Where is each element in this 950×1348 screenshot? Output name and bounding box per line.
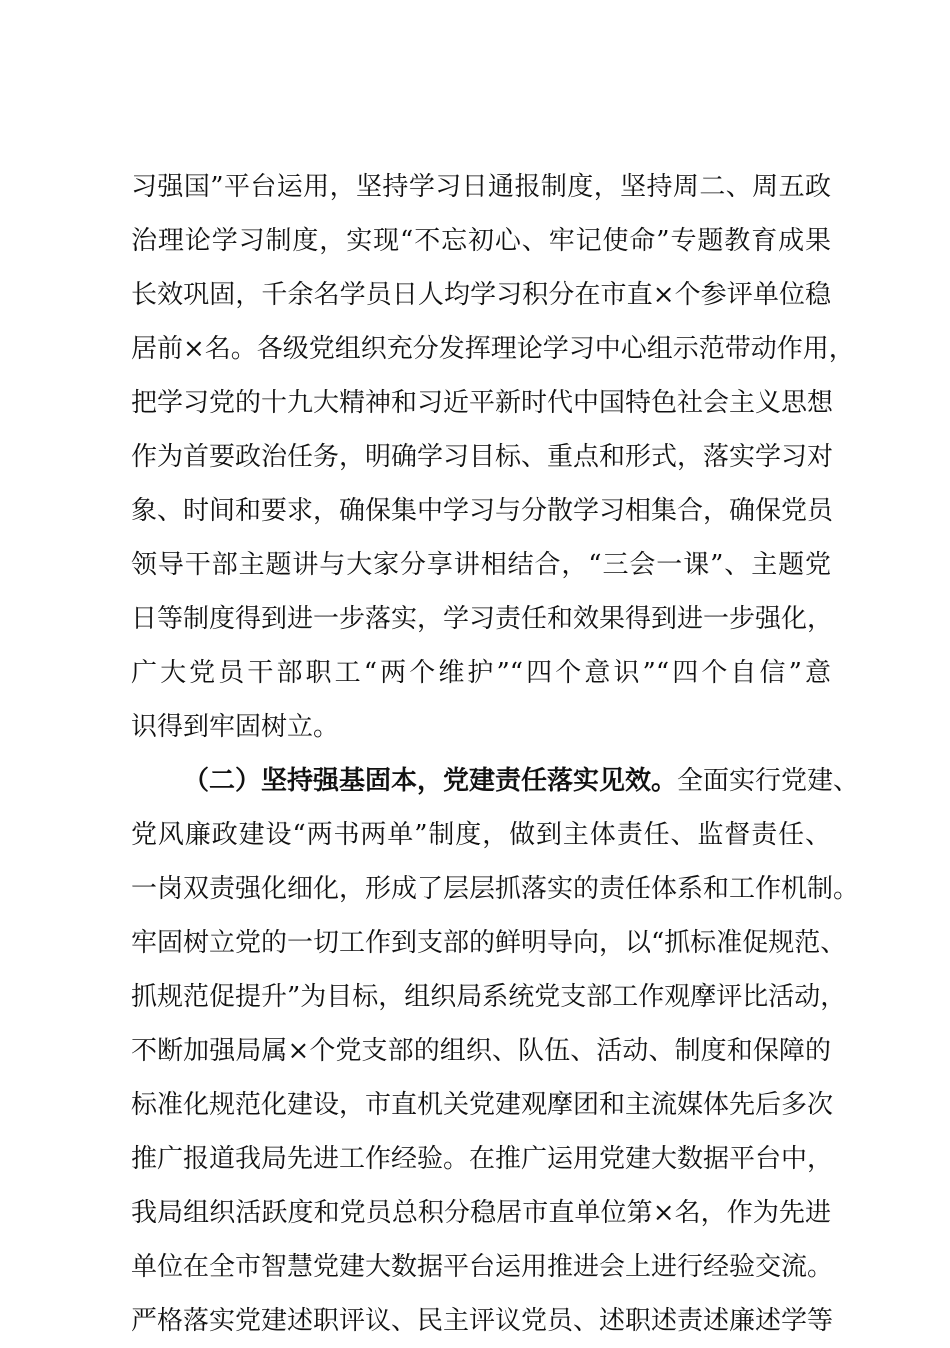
paragraph-first-line bbox=[131, 754, 860, 808]
text-line: 抓规范促提升”为目标，组织局系统党支部工作观摩评比活动， bbox=[131, 982, 847, 1012]
text-line: 长效巩固，千余名学员日人均学习积分在市直×个参评单位稳 bbox=[131, 280, 831, 310]
text-line: 习强国”平台运用，坚持学习日通报制度，坚持周二、周五政 bbox=[131, 172, 831, 202]
text-line: 推广报道我局先进工作经验。在推广运用党建大数据平台中， bbox=[131, 1144, 834, 1174]
text-line: 一岗双责强化细化，形成了层层抓落实的责任体系和工作机制。 bbox=[131, 874, 860, 904]
text-line: 不断加强局属×个党支部的组织、队伍、活动、制度和保障的 bbox=[131, 1036, 831, 1066]
text-line: 日等制度得到进一步落实，学习责任和效果得到进一步强化， bbox=[131, 604, 834, 634]
text-line: 严格落实党建述职评议、民主评议党员、述职述责述廉述学等 bbox=[131, 1306, 834, 1336]
text-line: 识得到牢固树立。 bbox=[131, 712, 340, 742]
section-heading: （二）坚持强基固本，党建责任落实见效。 bbox=[183, 766, 678, 796]
text-line: 领导干部主题讲与大家分享讲相结合，“三会一课”、主题党 bbox=[131, 550, 831, 580]
text-line: 广大党员干部职工“两个维护”“四个意识”“四个自信”意 bbox=[131, 658, 831, 688]
document-body bbox=[131, 160, 860, 1348]
text-line: 我局组织活跃度和党员总积分稳居市直单位第×名，作为先进 bbox=[131, 1198, 831, 1228]
paragraph-theory-study bbox=[131, 160, 855, 754]
text-line: 居前×名。各级党组织充分发挥理论学习中心组示范带动作用， bbox=[131, 334, 855, 364]
text-line: 作为首要政治任务，明确学习目标、重点和形式，落实学习对 bbox=[131, 442, 834, 472]
text-line: 把学习党的十九大精神和习近平新时代中国特色社会主义思想 bbox=[131, 388, 834, 418]
text-run: 全面实行党建、 bbox=[677, 766, 860, 796]
text-line: 治理论学习制度，实现“不忘初心、牢记使命”专题教育成果 bbox=[131, 226, 831, 256]
text-line: 党风廉政建设“两书两单”制度，做到主体责任、监督责任、 bbox=[131, 820, 831, 850]
text-line: 牢固树立党的一切工作到支部的鲜明导向，以“抓标准促规范、 bbox=[131, 928, 847, 958]
text-line: 标准化规范化建设，市直机关党建观摩团和主流媒体先后多次 bbox=[131, 1090, 834, 1120]
text-line: 单位在全市智慧党建大数据平台运用推进会上进行经验交流。 bbox=[131, 1252, 834, 1282]
paragraph-party-responsibility bbox=[131, 754, 860, 1348]
text-line: 象、时间和要求，确保集中学习与分散学习相集合，确保党员 bbox=[131, 496, 834, 526]
